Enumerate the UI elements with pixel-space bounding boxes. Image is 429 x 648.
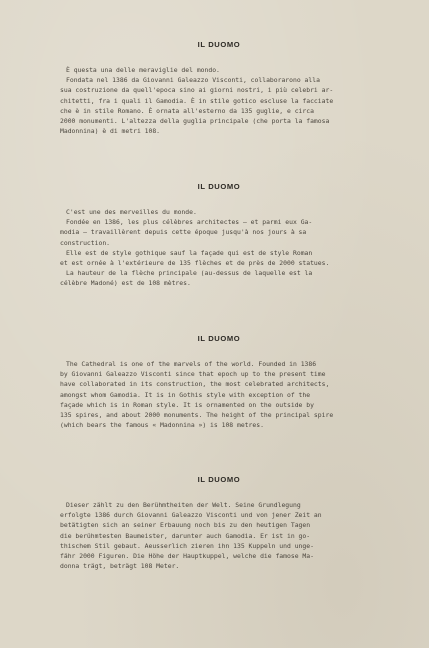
text-line: sua costruzione da quell'epoca sino ai giorni nostri, i più celebri ar- bbox=[60, 86, 334, 95]
section-german bbox=[60, 475, 378, 571]
text-line: Madonnina) è di metri 108. bbox=[60, 127, 161, 136]
text-line: donna trägt, beträgt 108 Meter. bbox=[60, 562, 180, 571]
text-line: Elle est de style gothique sauf la façade qui est de style Roman bbox=[66, 248, 313, 257]
text-line: È questa una delle meraviglie del mondo. bbox=[66, 66, 220, 74]
section-title: IL DUOMO bbox=[197, 475, 241, 484]
text-line: Fondée en 1386, les plus célèbres architectes — et parmi eux Ga- bbox=[66, 218, 313, 227]
section-title: IL DUOMO bbox=[197, 182, 241, 191]
section-english bbox=[60, 334, 378, 430]
text-line: Dieser zählt zu den Berühmtheiten der Welt. Seine Grundlegung bbox=[66, 501, 301, 509]
text-line: 2000 monumenti. L'altezza della guglia principale (che porta la famosa bbox=[60, 117, 330, 126]
text-line: thischem Stil gebaut. Aeusserlich zieren ihn 135 Kuppeln und unge- bbox=[60, 541, 314, 550]
text-line: chitetti, fra i quali il Gamodia. È in stile gotico escluse la facciate bbox=[60, 96, 334, 105]
text-line: Fondata nel 1386 da Giovanni Galeazzo Visconti, collaborarono alla bbox=[66, 76, 320, 85]
section-italian bbox=[60, 40, 378, 136]
section-text bbox=[60, 65, 378, 136]
text-line: 135 spires, and about 2000 monuments. The height of the principal spire bbox=[60, 411, 334, 420]
text-line: célèbre Madoné) est de 108 mètres. bbox=[60, 279, 191, 288]
text-line: C'est une des merveilles du monde. bbox=[66, 208, 197, 216]
section-title: IL DUOMO bbox=[197, 40, 241, 49]
text-line: erfolgte 1386 durch Giovanni Galeazzo Visconti und von jener Zeit an bbox=[60, 511, 322, 520]
text-line: La hauteur de la flèche principale (au-dessus de laquelle est la bbox=[66, 269, 313, 278]
text-line: construction. bbox=[60, 238, 111, 247]
section-text bbox=[60, 359, 378, 430]
section-french bbox=[60, 182, 378, 289]
section-title: IL DUOMO bbox=[197, 334, 241, 343]
text-line: The Cathedral is one of the marvels of the world. Founded in 1386 bbox=[66, 360, 317, 368]
text-line: che è in stile Romano. È ornata all'esterno da 135 guglie, e circa bbox=[60, 106, 314, 115]
text-line: et est ornée à l'extérieure de 135 flèches et de près de 2000 statues. bbox=[60, 259, 330, 268]
text-line: by Giovanni Galeazzo Visconti since that epoch up to the present time bbox=[60, 370, 326, 379]
text-line: modia — travaillèrent depuis cette époque jusqu'à nos jours à sa bbox=[60, 228, 307, 237]
text-line: amongst whom Gamodia. It is in Gothis style with exception of the bbox=[60, 390, 311, 399]
text-line: façade which is in Roman style. It is ornamented on the outside by bbox=[60, 400, 314, 409]
section-text bbox=[60, 207, 378, 289]
text-line: have collaborated in its construction, the most celebrated architects, bbox=[60, 380, 330, 389]
text-line: betätigten sich an seiner Erbauung noch bis zu den heutigen Tagen bbox=[60, 521, 311, 530]
text-line: (which bears the famous « Madonnina ») is 108 metres. bbox=[60, 421, 264, 430]
section-text bbox=[60, 500, 378, 571]
text-line: die berühmtesten Baumeister, darunter auch Gamodia. Er ist in go- bbox=[60, 531, 311, 540]
text-line: fähr 2000 Figuren. Die Höhe der Hauptkuppel, welche die famose Ma- bbox=[60, 552, 314, 561]
